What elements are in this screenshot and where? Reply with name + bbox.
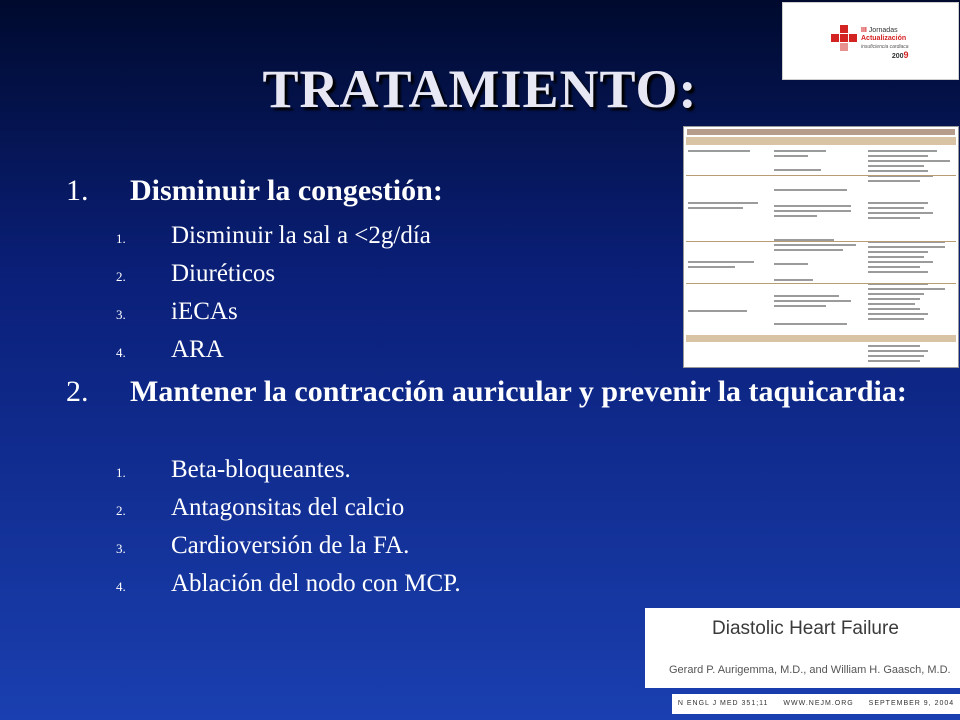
subitem-number: 3. bbox=[116, 307, 126, 322]
logo-year-prefix: 200 bbox=[891, 53, 904, 60]
table-body bbox=[686, 147, 956, 365]
cross-logo-icon bbox=[831, 25, 857, 51]
journal-date: SEPTEMBER 9, 2004 bbox=[868, 700, 955, 707]
logo-line2: Actualización bbox=[861, 35, 907, 42]
journal-citation bbox=[672, 694, 960, 714]
table-col-dose bbox=[868, 147, 954, 365]
subitem-text: iECAs bbox=[171, 298, 238, 325]
table-caption-bar bbox=[687, 129, 955, 135]
table-col-treatment bbox=[774, 147, 860, 365]
reference-card bbox=[645, 608, 960, 688]
logo-line1: Jornadas bbox=[868, 27, 898, 34]
logo-text bbox=[861, 27, 909, 61]
subitem-number: 2. bbox=[116, 269, 126, 284]
table-row-separator bbox=[686, 283, 956, 284]
table-section-band bbox=[686, 335, 956, 342]
item-text: Mantener la contracción auricular y prevenir la taquicardia: bbox=[130, 375, 907, 408]
logo-year bbox=[861, 51, 909, 61]
management-table-image bbox=[683, 126, 959, 368]
item-text: Disminuir la congestión: bbox=[130, 174, 443, 207]
subitem-number: 4. bbox=[116, 345, 126, 360]
subitem-number: 3. bbox=[116, 541, 126, 556]
item-number: 1. bbox=[66, 174, 89, 207]
slide-title: TRATAMIENTO: bbox=[262, 59, 698, 119]
table-col-goal bbox=[688, 147, 766, 365]
logo-line3: insuficiencia cardiaca bbox=[861, 44, 909, 50]
subitem-text: ARA bbox=[171, 336, 224, 363]
table-row-separator bbox=[686, 175, 956, 176]
subitem-text: Antagonsitas del calcio bbox=[171, 494, 405, 521]
logo-year-suffix: 9 bbox=[903, 50, 909, 60]
subitem-number: 1. bbox=[116, 231, 126, 246]
subitem-text: Ablación del nodo con MCP. bbox=[171, 570, 461, 597]
subitem-number: 1. bbox=[116, 465, 126, 480]
journal-website: WWW.NEJM.ORG bbox=[783, 700, 854, 707]
subitem-text: Disminuir la sal a <2g/día bbox=[171, 222, 431, 249]
subitem-number: 2. bbox=[116, 503, 126, 518]
logo-line1-prefix: III bbox=[861, 27, 867, 34]
reference-title: Diastolic Heart Failure bbox=[712, 618, 899, 639]
subitem-number: 4. bbox=[116, 579, 126, 594]
subitem-text: Diuréticos bbox=[171, 260, 276, 287]
table-header-bar bbox=[686, 137, 956, 145]
conference-logo bbox=[782, 2, 959, 80]
item-number: 2. bbox=[66, 375, 89, 408]
subitem-text: Beta-bloqueantes. bbox=[171, 456, 351, 483]
reference-authors: Gerard P. Aurigemma, M.D., and William H. Gaasch, M.D. bbox=[669, 664, 951, 676]
table-row-separator bbox=[686, 241, 956, 242]
journal-name: N ENGL J MED 351;11 bbox=[677, 700, 769, 707]
subitem-text: Cardioversión de la FA. bbox=[171, 532, 410, 559]
